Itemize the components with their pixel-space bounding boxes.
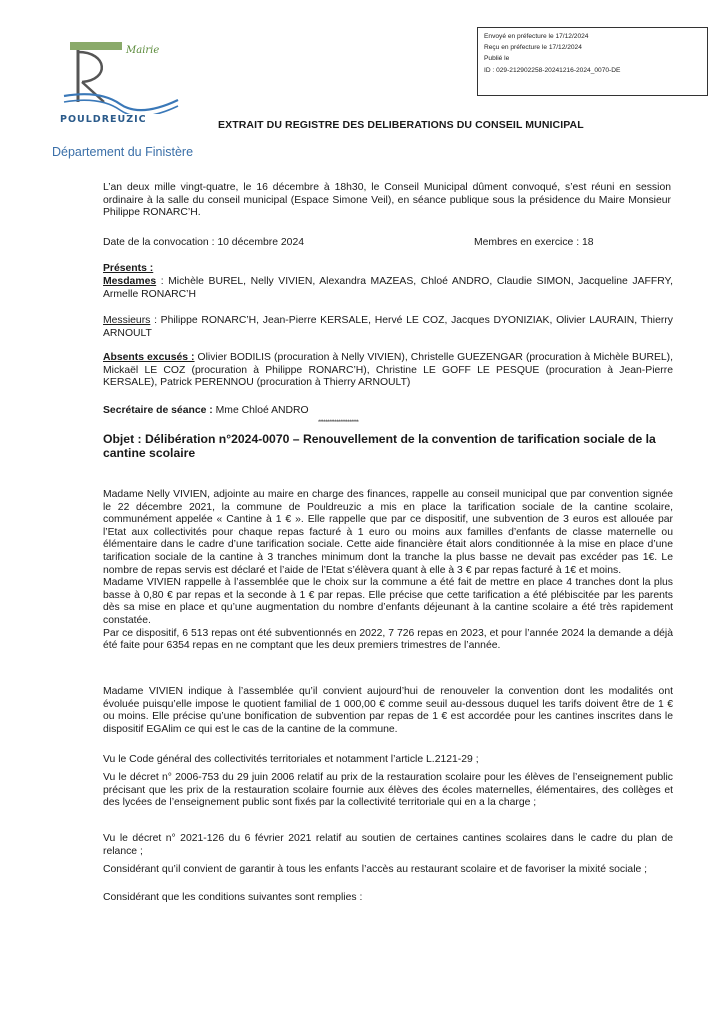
considering-2: Considérant que les conditions suivantes sont remplies : <box>103 892 363 903</box>
legal-basis-1: Vu le Code général des collectivités territoriales et notamment l’article L.2121-29 ; <box>103 754 479 765</box>
paragraph-convention-recall: Madame Nelly VIVIEN, adjointe au maire en charge des finances, rappelle au conseil municipal que par convention signée le 22 décembre 2021, la commune de Pouldreuzic a mis en place la tarification sociale de la cantine scolaire, communément appelée « Cantine à 1 € ». Elle rappelle que par ce dispositif, une subvention de 3 euros est allouée par l’Etat aux collectivités pour chaque repas facturé à 1 euro ou moins aux familles d’enfants de classe maternelle ou élémentaire dans le cadre d’une tarification sociale. Cette aide financière était alors conditionnée à la mise en place d’une tarification sociale de la cantine à 3 tranches minimum dont la tranche la plus basse ne devait pas excéder pas 1€. Le nombre de repas servis est déclaré et l’aide de l’Etat s’élèvera quant à elle à 3 € par repas facturé à 1€ et moins. <box>103 489 673 576</box>
separator: ********************** <box>318 420 359 426</box>
absents-list: Olivier BODILIS (procuration à Nelly VIVIEN), Christelle GUEZENGAR (procuration à Michèle BUREL), Mickaël LE COZ (procuration à Philippe RONARC’H), Christine LE GOFF LE PESQUE (procuration à Jean-Pierre KERSALE), Patrick PERENNOU (procuration à Thierry ARNOULT) <box>103 352 674 389</box>
messieurs-label: Messieurs <box>103 315 151 326</box>
legal-basis-2: Vu le décret n° 2006-753 du 29 juin 2006 relatif au prix de la restauration scolaire pour les élèves de l’enseignement public précisant que les prix de la restauration scolaire fournie aux élèves des écoles maternelles, élémentaires, des collèges et des lycées de l’enseignement public sont fixés par la collectivité territoriale qui en a la charge ; <box>103 772 673 809</box>
body-paragraph-1 <box>103 489 673 653</box>
session-secretary <box>103 405 309 418</box>
stamp-sent-line: Envoyé en préfecture le 17/12/2024 <box>484 33 589 40</box>
convocation-date: Date de la convocation : 10 décembre 2024 <box>103 237 305 248</box>
stamp-id-line: ID : 029-212902258-20241216-2024_0070-DE <box>484 66 621 74</box>
logo-emblem-icon <box>60 30 180 114</box>
logo-town-text: POULDREUZIC <box>60 114 147 125</box>
document-title: EXTRAIT DU REGISTRE DES DELIBERATIONS DU CONSEIL MUNICIPAL <box>218 119 584 131</box>
municipality-logo <box>60 30 180 130</box>
mesdames-list: : Michèle BUREL, Nelly VIVIEN, Alexandra MAZEAS, Chloé ANDRO, Claudie SIMON, Jacqueline JAFFRY, Armelle RONARC’H <box>103 276 673 300</box>
department-label: Département du Finistère <box>52 145 194 159</box>
paragraph-tranches: Madame VIVIEN rappelle à l’assemblée que le choix sur la commune a été fait de mettre en place 4 tranches dont la plus basse à 0,80 € par repas et la seconde à 1 € par repas. Elle précise que cette tarification a été plébiscitée par les parents dès sa mise en place et qu’une augmentation du nombre d’enfants déjeunant à la cantine scolaire a été très rapidement constatée. <box>103 577 673 626</box>
secretary-name: Mme Chloé ANDRO <box>212 405 309 416</box>
legal-basis-3: Vu le décret n° 2021-126 du 6 février 2021 relatif au soutien de certaines cantines scolaires dans le cadre du plan de relance ; <box>103 833 673 857</box>
presents-heading: Présents : <box>103 263 154 274</box>
deliberation-object: Objet : Délibération n°2024-0070 – Renouvellement de la convention de tarification sociale de la cantine scolaire <box>103 432 656 460</box>
stamp-published-line: Publié le <box>484 55 510 63</box>
considering-1: Considérant qu’il convient de garantir à tous les enfants l’accès au restaurant scolaire et de favoriser la mixité sociale ; <box>103 864 648 875</box>
prefecture-stamp <box>477 27 708 96</box>
absents-excuses <box>103 352 673 390</box>
logo-mairie-text: Mairie <box>126 45 160 56</box>
paragraph-meals-count: Par ce dispositif, 6 513 repas ont été subventionnés en 2022, 7 726 repas en 2023, et pour l’année 2024 la demande a déjà été faite pour 6354 repas en ne comptant que les deux premiers trimestres de l’année. <box>103 627 673 652</box>
body-paragraph-2: Madame VIVIEN indique à l’assemblée qu’il convient aujourd’hui de renouveler la convention dont les modalités ont évoluée puisqu’elle impose le quotient familial de 1 000,00 € comme seuil au-dessous duquel les tarifs doivent être de 1 € ou moins. Elle précise qu’une bonification de subvention par repas de 1 € est accordée pour les cantines inscrites dans le dispositif EGAlim ce qui est le cas de la cantine de la commune. <box>103 686 673 735</box>
absents-label: Absents excusés : <box>103 352 195 363</box>
stamp-received-line: Reçu en préfecture le 17/12/2024 <box>484 44 582 52</box>
mesdames-label: Mesdames <box>103 276 157 287</box>
messieurs-list: : Philippe RONARC’H, Jean-Pierre KERSALE, Hervé LE COZ, Jacques DYONIZIAK, Olivier LAURAIN, Thierry ARNOULT <box>103 315 673 339</box>
presents-mesdames <box>103 276 673 301</box>
members-in-office: Membres en exercice : 18 <box>474 237 594 248</box>
secretary-label: Secrétaire de séance : <box>103 405 213 416</box>
session-intro: L’an deux mille vingt-quatre, le 16 décembre à 18h30, le Conseil Municipal dûment convoqué, s’est réuni en session ordinaire à la salle du conseil municipal (Espace Simone Veil), en séance publique sous la présidence du Maire Monsieur Philippe RONARC’H. <box>103 182 671 219</box>
presents-messieurs <box>103 315 673 340</box>
